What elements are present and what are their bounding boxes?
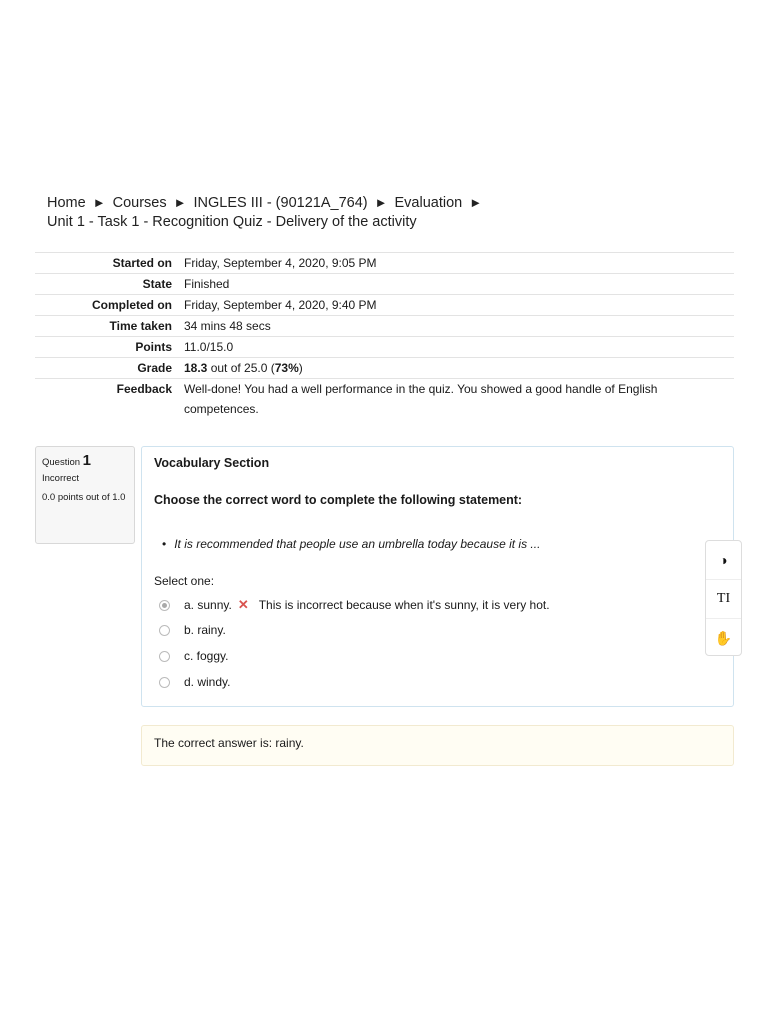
breadcrumb-separator: ►	[173, 195, 187, 210]
summary-row-completed	[35, 295, 734, 316]
feedback-value: Well-done! You had a well performance in the quiz. You showed a good handle of English competences.	[184, 379, 734, 420]
quiz-summary-table	[35, 252, 734, 419]
time-taken-value: 34 mins 48 secs	[184, 316, 734, 337]
summary-row-state	[35, 274, 734, 295]
radio-button[interactable]	[159, 625, 170, 636]
answer-option-b[interactable]	[159, 623, 226, 637]
state-label: State	[35, 274, 184, 295]
grade-value	[184, 358, 734, 379]
state-value: Finished	[184, 274, 734, 295]
answer-option-a[interactable]	[159, 597, 550, 613]
summary-row-time	[35, 316, 734, 337]
option-label: c. foggy.	[184, 649, 229, 663]
summary-row-grade	[35, 358, 734, 379]
incorrect-x-icon: ✕	[237, 597, 249, 612]
question-number-value: 1	[82, 452, 92, 469]
breadcrumb-course-link[interactable]: INGLES III - (90121A_764)	[193, 195, 368, 211]
sign-language-icon[interactable]: ✋	[714, 629, 733, 646]
grade-label: Grade	[35, 358, 184, 379]
summary-row-started	[35, 253, 734, 274]
points-label: Points	[35, 337, 184, 358]
question-number	[42, 453, 128, 471]
breadcrumb-courses-link[interactable]: Courses	[112, 195, 167, 211]
question-instruction: Choose the correct word to complete the following statement:	[154, 493, 523, 507]
grade-out-of: out of 25.0 (	[207, 361, 275, 375]
breadcrumb-separator: ►	[92, 195, 106, 210]
question-label: Question	[42, 457, 81, 468]
answer-option-c[interactable]	[159, 649, 228, 663]
option-feedback: This is incorrect because when it's sunny, it is very hot.	[258, 598, 550, 612]
accessibility-toolbar	[705, 540, 742, 656]
radio-button[interactable]	[159, 677, 170, 688]
time-taken-label: Time taken	[35, 316, 184, 337]
grade-score: 18.3	[184, 361, 208, 375]
question-status: Incorrect	[42, 473, 79, 484]
contrast-icon[interactable]: ◑	[706, 541, 741, 580]
summary-row-points	[35, 337, 734, 358]
breadcrumb-home-link[interactable]: Home	[47, 195, 86, 211]
answer-option-d[interactable]	[159, 675, 230, 689]
section-title: Vocabulary Section	[154, 456, 270, 470]
points-value: 11.0/15.0	[184, 337, 734, 358]
completed-label: Completed on	[35, 295, 184, 316]
feedback-label: Feedback	[35, 379, 184, 420]
text-size-icon[interactable]: TI	[706, 580, 741, 619]
correct-answer-box: The correct answer is: rainy.	[141, 725, 734, 766]
option-label: a. sunny.	[184, 598, 232, 612]
breadcrumb-evaluation-link[interactable]: Evaluation	[394, 195, 463, 211]
option-label: b. rainy.	[184, 623, 226, 637]
grade-percent: 73%	[274, 361, 299, 375]
started-value: Friday, September 4, 2020, 9:05 PM	[184, 253, 734, 274]
started-label: Started on	[35, 253, 184, 274]
question-content	[141, 446, 734, 707]
breadcrumb	[47, 193, 737, 232]
question-statement: • It is recommended that people use an umbrella today because it is ...	[162, 537, 540, 551]
breadcrumb-separator: ►	[469, 195, 483, 210]
question-info-panel	[35, 446, 135, 544]
summary-row-feedback	[35, 379, 734, 420]
radio-button[interactable]	[159, 651, 170, 662]
grade-close: )	[298, 361, 303, 375]
breadcrumb-separator: ►	[374, 195, 388, 210]
select-one-label: Select one:	[154, 574, 215, 588]
completed-value: Friday, September 4, 2020, 9:40 PM	[184, 295, 734, 316]
radio-button[interactable]	[159, 600, 170, 611]
question-points: 0.0 points out of 1.0	[42, 492, 126, 503]
option-label: d. windy.	[184, 675, 231, 689]
breadcrumb-activity-link[interactable]: Unit 1 - Task 1 - Recognition Quiz - Delivery of the activity	[47, 214, 417, 230]
